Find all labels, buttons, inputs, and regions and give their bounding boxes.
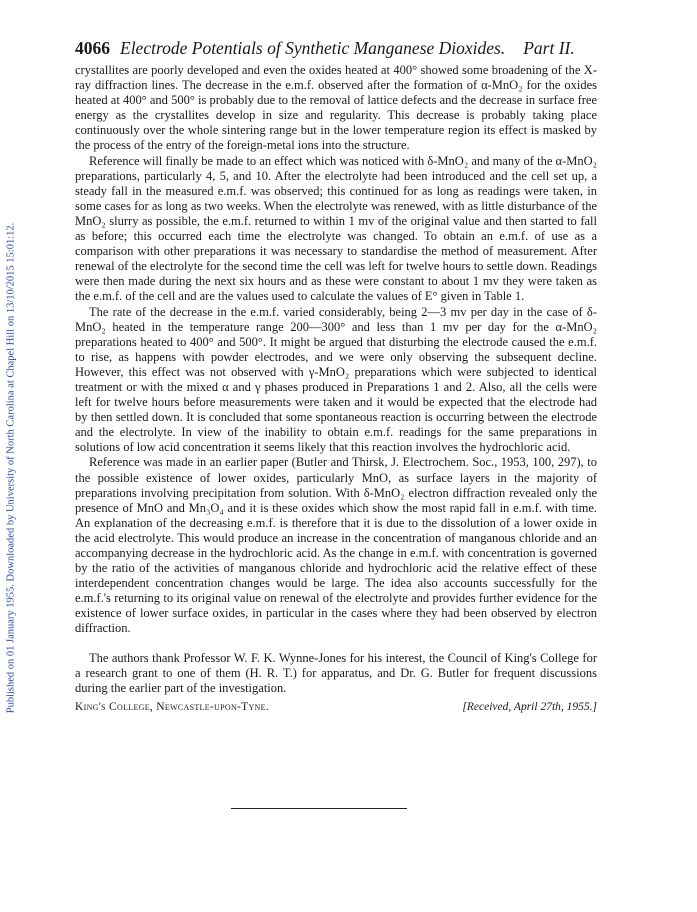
running-title: Electrode Potentials of Synthetic Manganese Dioxides.: [120, 38, 506, 58]
affiliation: King's College, Newcastle-upon-Tyne.: [75, 700, 269, 713]
paragraph-2: Reference will finally be made to an effect which was noticed with δ-MnO₂ and many of the α-MnO₂ preparations, particularly 4, 5, and 10. After the electrolyte had been introduced and the cell set up, a steady fall in the measured e.m.f. was observed; this continued for as long as readings were taken, in some cases for as long as two weeks. When the electrolyte was renewed, with as little disturbance of the MnO₂ slurry as possible, the e.m.f. returned to within 1 mv of the original value and then started to fall as before; this occurred each time the electrolyte was changed. To obtain an e.m.f. of use as a comparison with other preparations it was necessary to standardise the method of measurement. After renewal of the electrolyte for the second time the cell was left for twelve hours to settle down. Readings were then made during the next six hours and as these were constant to about 1 mv they were taken as the e.m.f. of the cell and are the values used to calculate the values of E° given in Table 1.: [75, 153, 597, 304]
received-date: [Received, April 27th, 1955.]: [462, 700, 597, 713]
article-body: [75, 63, 597, 696]
watermark-text: Published on 01 January 1955. Downloaded by University of North Carolina at Chapel Hill on 13/10/2015 15:01:12.: [5, 222, 17, 714]
paper-page: [75, 38, 597, 713]
paragraph-3: The rate of the decrease in the e.m.f. varied considerably, being 2—3 mv per day in the case of δ-MnO₂ heated in the temperature range 200—300° and less than 1 mv per day for the α-MnO₂ preparations heated to 400° and 500°. It might be argued that disturbing the electrode caused the e.m.f. to rise, as happens with powder electrodes, and we were only observing the subsequent decline. However, this effect was not observed with γ-MnO₂ preparations which were subjected to identical treatment or with the mixed α and γ phases produced in Preparations 1 and 2. Also, all the cells were left for twelve hours before measurements were taken and it would be expected that the electrode had by then settled down. It is concluded that some spontaneous reaction is occurring between the electrode and the electrolyte. In view of the inability to obtain e.m.f. readings for the same preparations in solutions of low acid concentration it seems likely that this reaction involves the hydrochloric acid.: [75, 304, 597, 455]
part-label: Part II.: [523, 38, 575, 58]
download-watermark: [0, 0, 22, 912]
running-header: [75, 38, 597, 59]
paragraph-4: Reference was made in an earlier paper (Butler and Thirsk, J. Electrochem. Soc., 1953, 100, 297), to the possible existence of lower oxides, particularly MnO, as surface layers in the majority of preparations involving precipitation from solution. With δ-MnO₂ electron diffraction revealed only the presence of MnO and Mn₃O₄ and it is these oxides which show the most rapid fall in e.m.f. with time. An explanation of the decreasing e.m.f. is therefore that it is due to the dissolution of a lower oxide in the acid electrolyte. This would produce an increase in the concentration of manganous chloride and an accompanying decrease in the hydrochloric acid. As the change in e.m.f. with concentration is governed by the ratio of the activities of manganous chloride and hydrochloric acid the relative effect of these interdependent concentration changes would be large. The idea also accounts successfully for the e.m.f.'s returning to its original value on renewal of the electrolyte and provides further evidence for the existence of lower surface oxides, in particular in the cases where they had been observed by electron diffraction.: [75, 455, 597, 636]
page-number: 4066: [75, 38, 110, 58]
acknowledgement: The authors thank Professor W. F. K. Wynne-Jones for his interest, the Council of King's College for a research grant to one of them (H. R. T.) for apparatus, and Dr. G. Butler for frequent discussions during the earlier part of the investigation.: [75, 650, 597, 695]
paragraph-1: crystallites are poorly developed and even the oxides heated at 400° showed some broadening of the X-ray diffraction lines. The decrease in the e.m.f. observed after the formation of α-MnO₂ for the oxides heated at 400° and 500° is probably due to the removal of lattice defects and the decrease in surface free energy as the crystallites develop in size and regularity. This decrease is probably taking place continuously over the whole sintering range but in the lower temperature region its effect is masked by the process of the entry of the foreign-metal ions into the structure.: [75, 63, 597, 153]
article-footer: [75, 701, 597, 713]
end-rule: [231, 808, 407, 809]
